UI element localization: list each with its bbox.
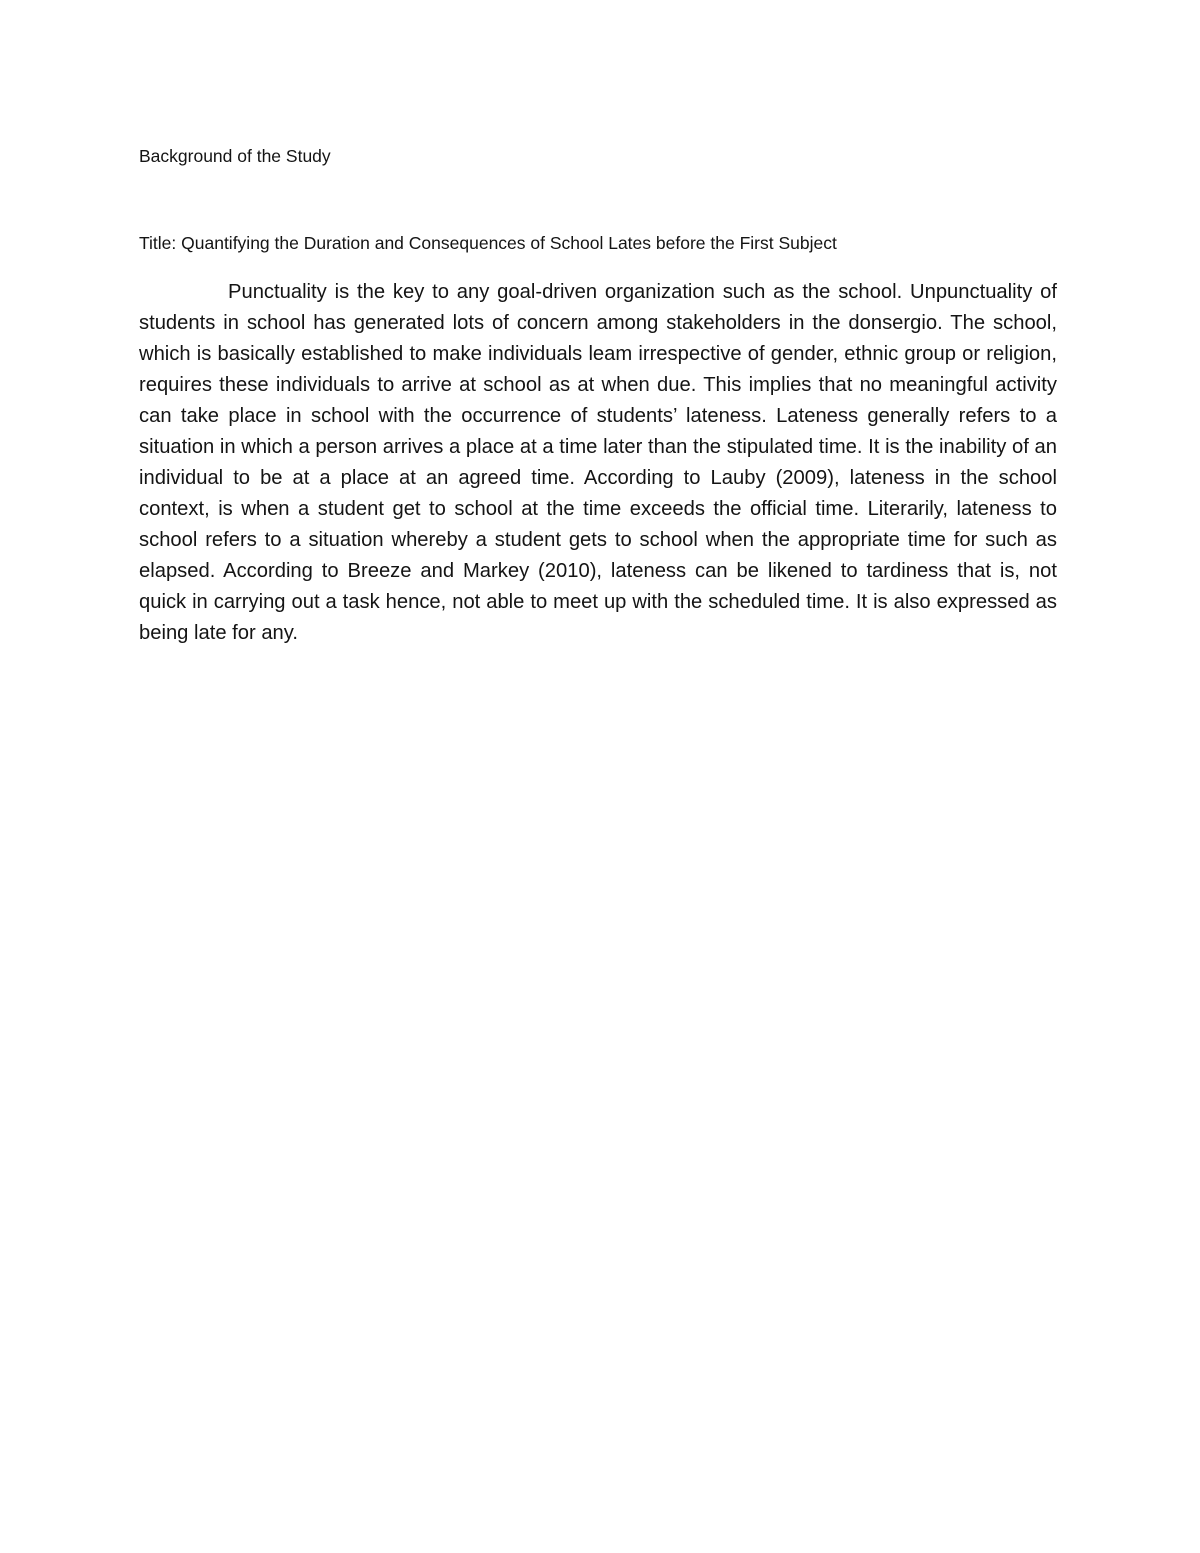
body-paragraph: Punctuality is the key to any goal-driven organization such as the school. Unpunctuality of students in school has generated lots of concern among stakeholders in the donsergio. The school, which is basically established to make individuals leam irrespective of gender, ethnic group or religion, requires these individuals to arrive at school as at when due. This implies that no meaningful activity can take place in school with the occurrence of students’ lateness. Lateness generally refers to a situation in which a person arrives a place at a time later than the stipulated time. It is the inability of an individual to be at a place at an agreed time. According to Lauby (2009), lateness in the school context, is when a student get to school at the time exceeds the official time. Literarily, lateness to school refers to a situation whereby a student gets to school when the appropriate time for such as elapsed. According to Breeze and Markey (2010), lateness can be likened to tardiness that is, not quick in carrying out a task hence, not able to meet up with the scheduled time. It is also expressed as being late for any. (139, 281, 1057, 644)
document-title: Title: Quantifying the Duration and Consequences of School Lates before the First Subject (139, 233, 837, 253)
section-heading: Background of the Study (139, 146, 331, 166)
